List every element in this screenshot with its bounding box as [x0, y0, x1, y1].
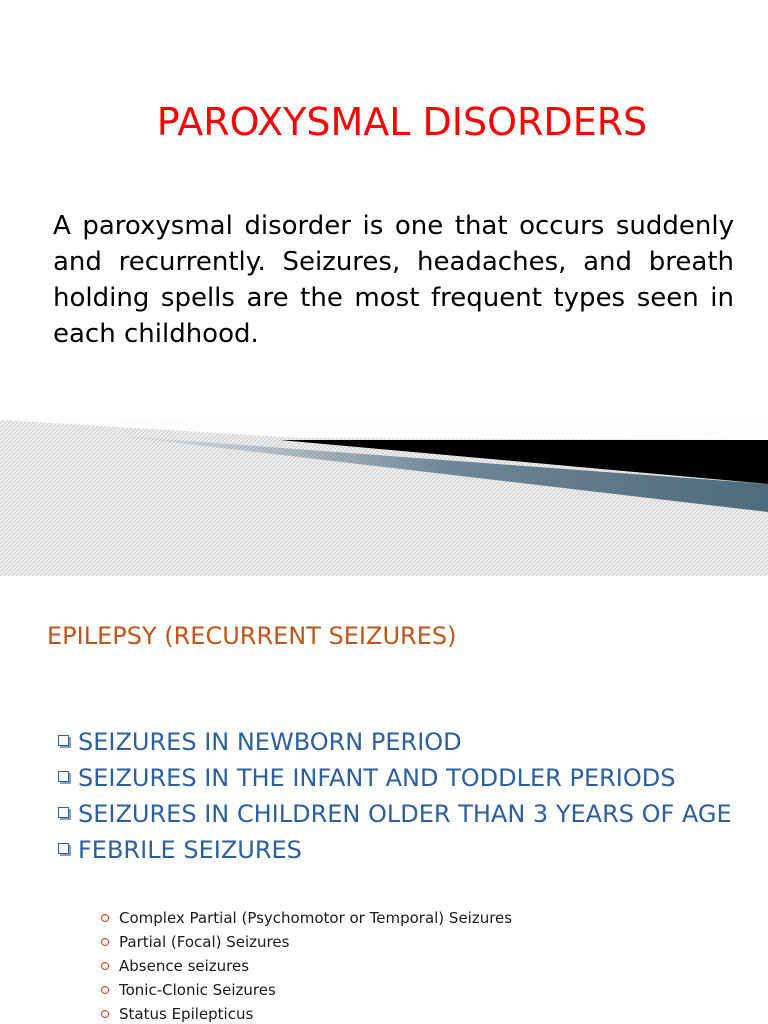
- sub-bullet-list: [101, 906, 512, 1024]
- slide-2-title: EPILEPSY (RECURRENT SEIZURES): [47, 622, 457, 650]
- list-item-text: Status Epilepticus: [119, 1005, 254, 1023]
- list-item: [101, 930, 512, 954]
- list-item: [101, 954, 512, 978]
- slide-2: [0, 576, 768, 1024]
- list-item: [56, 798, 746, 830]
- slide-1-paragraph: A paroxysmal disorder is one that occurs suddenly and recurrently. Seizures, headaches, and breath holding spells are the most frequent types seen in each childhood.: [53, 211, 734, 349]
- list-item: [101, 978, 512, 1002]
- square-bullet-icon: [58, 771, 69, 782]
- circle-bullet-icon: [101, 914, 109, 922]
- bullet-list: [56, 726, 746, 870]
- square-bullet-icon: [58, 843, 69, 854]
- list-item-text: Complex Partial (Psychomotor or Temporal) Seizures: [119, 909, 513, 927]
- circle-bullet-icon: [101, 938, 109, 946]
- list-item: [56, 726, 746, 758]
- list-item-text: FEBRILE SEIZURES: [78, 836, 302, 864]
- list-item-text: SEIZURES IN NEWBORN PERIOD: [78, 728, 462, 756]
- slide-1-title: PAROXYSMAL DISORDERS: [156, 100, 648, 144]
- list-item: [56, 834, 746, 866]
- list-item: [101, 906, 512, 930]
- list-item-text: Absence seizures: [119, 957, 250, 975]
- list-item-text: Tonic-Clonic Seizures: [119, 981, 276, 999]
- circle-bullet-icon: [101, 986, 109, 994]
- square-bullet-icon: [58, 735, 69, 746]
- decorative-band: [0, 380, 768, 576]
- list-item: [56, 762, 746, 794]
- circle-bullet-icon: [101, 1010, 109, 1018]
- circle-bullet-icon: [101, 962, 109, 970]
- list-item-text: Partial (Focal) Seizures: [119, 933, 290, 951]
- list-item: [101, 1002, 512, 1024]
- square-bullet-icon: [58, 807, 69, 818]
- list-item-text: SEIZURES IN CHILDREN OLDER THAN 3 YEARS OF AGE: [78, 800, 732, 828]
- list-item-text: SEIZURES IN THE INFANT AND TODDLER PERIODS: [78, 764, 676, 792]
